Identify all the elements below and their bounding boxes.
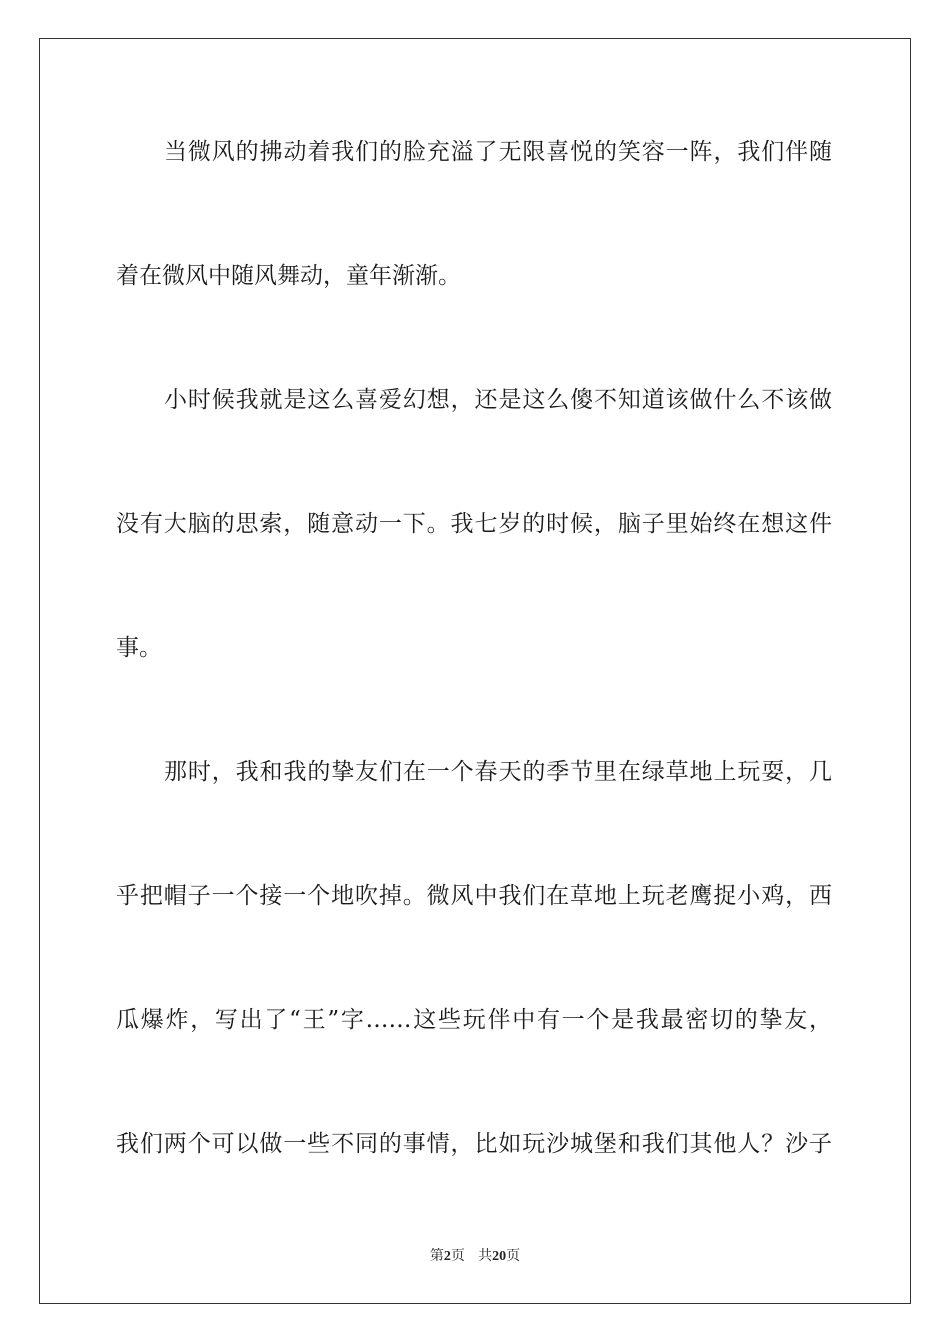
paragraph-3-line-1: 那时，我和我的挚友们在一个春天的季节里在绿草地上玩耍，几 bbox=[164, 759, 832, 785]
footer-page-suffix: 页 bbox=[450, 1248, 465, 1264]
paragraph-1-line-1: 当微风的拂动着我们的脸充溢了无限喜悦的笑容一阵，我们伴随 bbox=[164, 139, 832, 165]
paragraph-2-line-1: 小时候我就是这么喜爱幻想，还是这么傻不知道该做什么不该做 bbox=[164, 387, 832, 413]
page-footer bbox=[0, 1246, 950, 1267]
footer-page-prefix: 第 bbox=[429, 1248, 444, 1264]
paragraph-1-line-2: 着在微风中随风舞动，童年渐渐。 bbox=[116, 263, 461, 289]
paragraph-2-line-2: 没有大脑的思索，随意动一下。我七岁的时候，脑子里始终在想这件 bbox=[116, 511, 832, 537]
footer-gap bbox=[465, 1248, 478, 1264]
footer-page-number: 2 bbox=[443, 1249, 451, 1264]
footer-total-prefix: 共 bbox=[478, 1248, 493, 1264]
paragraph-3-line-2: 乎把帽子一个接一个地吹掉。微风中我们在草地上玩老鹰捉小鸡，西 bbox=[116, 883, 832, 909]
paragraph-3-line-3: 瓜爆炸，写出了“王”字……这些玩伴中有一个是我最密切的挚友， bbox=[116, 1007, 832, 1033]
footer-total-suffix: 页 bbox=[506, 1248, 521, 1264]
page-border bbox=[39, 38, 911, 1304]
footer-total-pages: 20 bbox=[492, 1249, 507, 1264]
paragraph-2-line-3: 事。 bbox=[116, 635, 162, 661]
paragraph-3-line-4: 我们两个可以做一些不同的事情，比如玩沙城堡和我们其他人？沙子 bbox=[116, 1131, 832, 1157]
